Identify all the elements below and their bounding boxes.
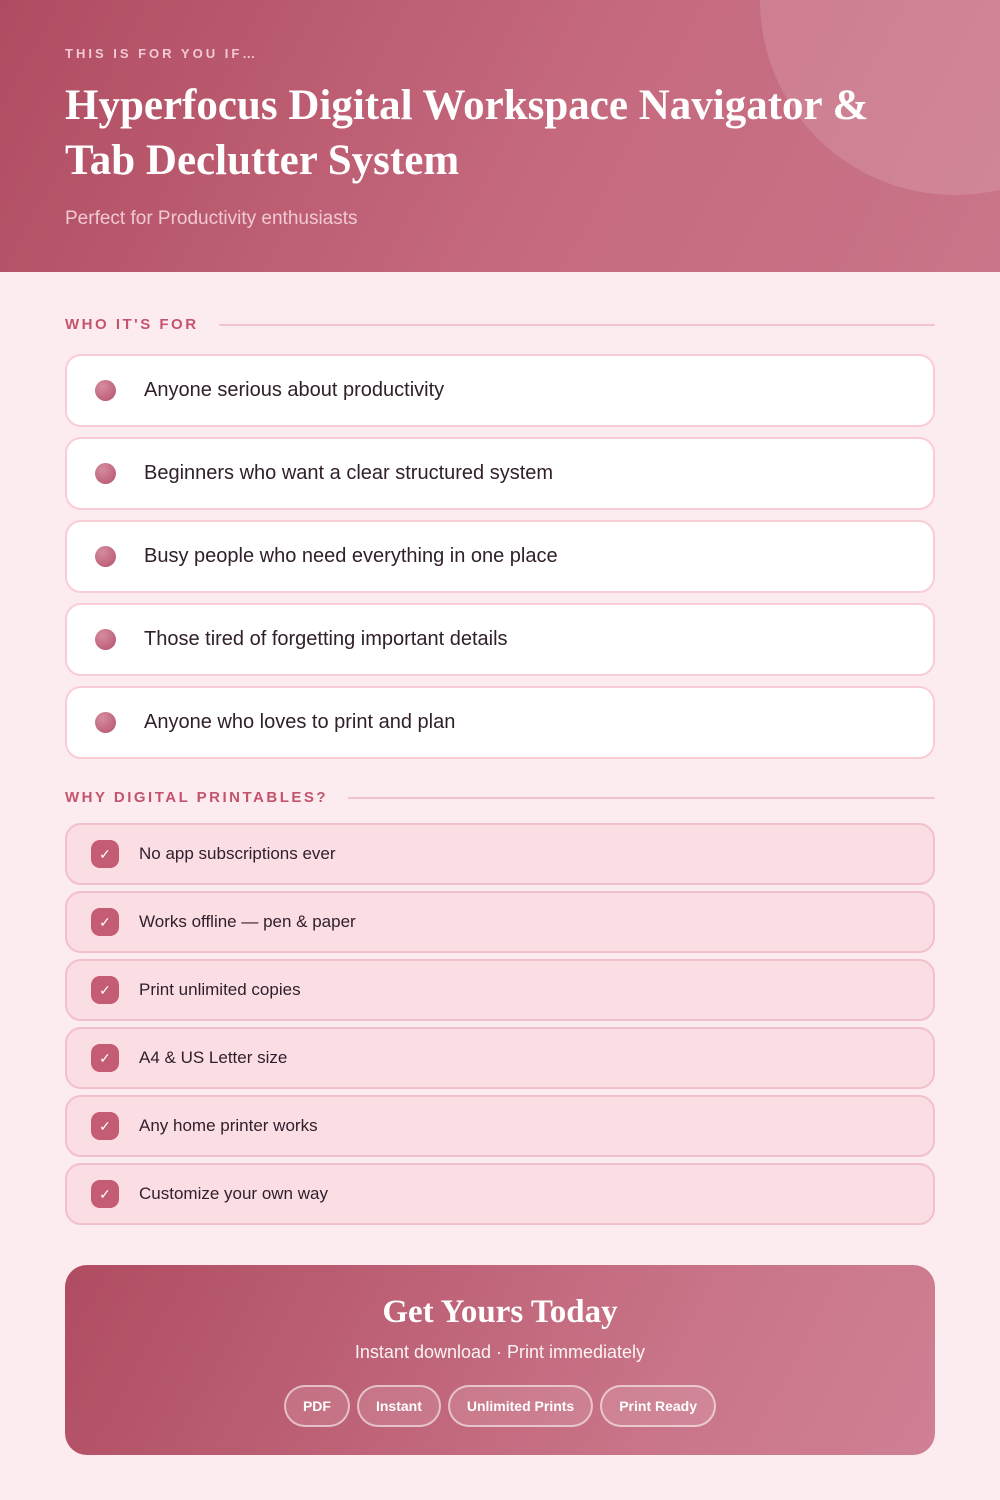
why-section-label: WHY DIGITAL PRINTABLES? — [65, 789, 329, 806]
why-list-item-label: No app subscriptions ever — [139, 844, 336, 863]
who-section-header — [65, 316, 935, 333]
why-list-item-label: Print unlimited copies — [139, 980, 301, 999]
page-title — [65, 79, 935, 188]
why-list-item — [65, 823, 935, 885]
checkmark-icon: ✓ — [91, 840, 119, 868]
who-list-item-label: Busy people who need everything in one place — [144, 545, 558, 567]
eyebrow-label: THIS IS FOR YOU IF… — [65, 46, 259, 61]
checkmark-icon: ✓ — [91, 908, 119, 936]
why-section-header — [65, 789, 935, 806]
who-list-item — [65, 437, 935, 510]
main-content — [0, 316, 1000, 1455]
who-list-item — [65, 686, 935, 759]
checkmark-icon: ✓ — [91, 1044, 119, 1072]
why-list-item — [65, 959, 935, 1021]
page-title-line2: Tab Declutter System — [65, 136, 460, 184]
feature-badge: Unlimited Prints — [448, 1385, 593, 1427]
who-list-item — [65, 354, 935, 427]
who-list-item-label: Beginners who want a clear structured system — [144, 462, 554, 484]
section-divider-line — [219, 324, 935, 326]
cta-title: Get Yours Today — [382, 1293, 618, 1330]
cta-subtitle: Instant download · Print immediately — [354, 1341, 646, 1362]
why-list-item-label: Works offline — pen & paper — [139, 912, 356, 931]
page-subtitle: Perfect for Productivity enthusiasts — [65, 208, 358, 230]
why-list-item — [65, 891, 935, 953]
feature-badge: Instant — [357, 1385, 441, 1427]
hero-header — [0, 0, 1000, 272]
who-list-item — [65, 603, 935, 676]
bullet-dot-icon — [95, 712, 116, 733]
bullet-dot-icon — [95, 629, 116, 650]
why-list-item — [65, 1027, 935, 1089]
bullet-dot-icon — [95, 546, 116, 567]
why-list-item — [65, 1163, 935, 1225]
why-list-item — [65, 1095, 935, 1157]
why-list-item-label: A4 & US Letter size — [139, 1048, 288, 1067]
page-title-line1: Hyperfocus Digital Workspace Navigator & — [65, 82, 869, 129]
why-list-item-label: Any home printer works — [139, 1116, 318, 1135]
who-list-item-label: Anyone serious about productivity — [144, 379, 445, 401]
who-list — [65, 354, 935, 759]
why-list-item-label: Customize your own way — [139, 1184, 328, 1203]
section-divider-line — [348, 797, 935, 799]
who-list-item-label: Anyone who loves to print and plan — [144, 711, 456, 733]
bullet-dot-icon — [95, 380, 116, 401]
checkmark-icon: ✓ — [91, 976, 119, 1004]
feature-badge: PDF — [284, 1385, 350, 1427]
feature-badge: Print Ready — [600, 1385, 716, 1427]
cta-card — [65, 1265, 935, 1455]
who-section-label: WHO IT'S FOR — [65, 316, 199, 333]
why-list — [65, 823, 935, 1225]
bullet-dot-icon — [95, 463, 116, 484]
checkmark-icon: ✓ — [91, 1112, 119, 1140]
cta-badge-row — [284, 1385, 716, 1427]
checkmark-icon: ✓ — [91, 1180, 119, 1208]
who-list-item — [65, 520, 935, 593]
who-list-item-label: Those tired of forgetting important details — [144, 628, 508, 650]
